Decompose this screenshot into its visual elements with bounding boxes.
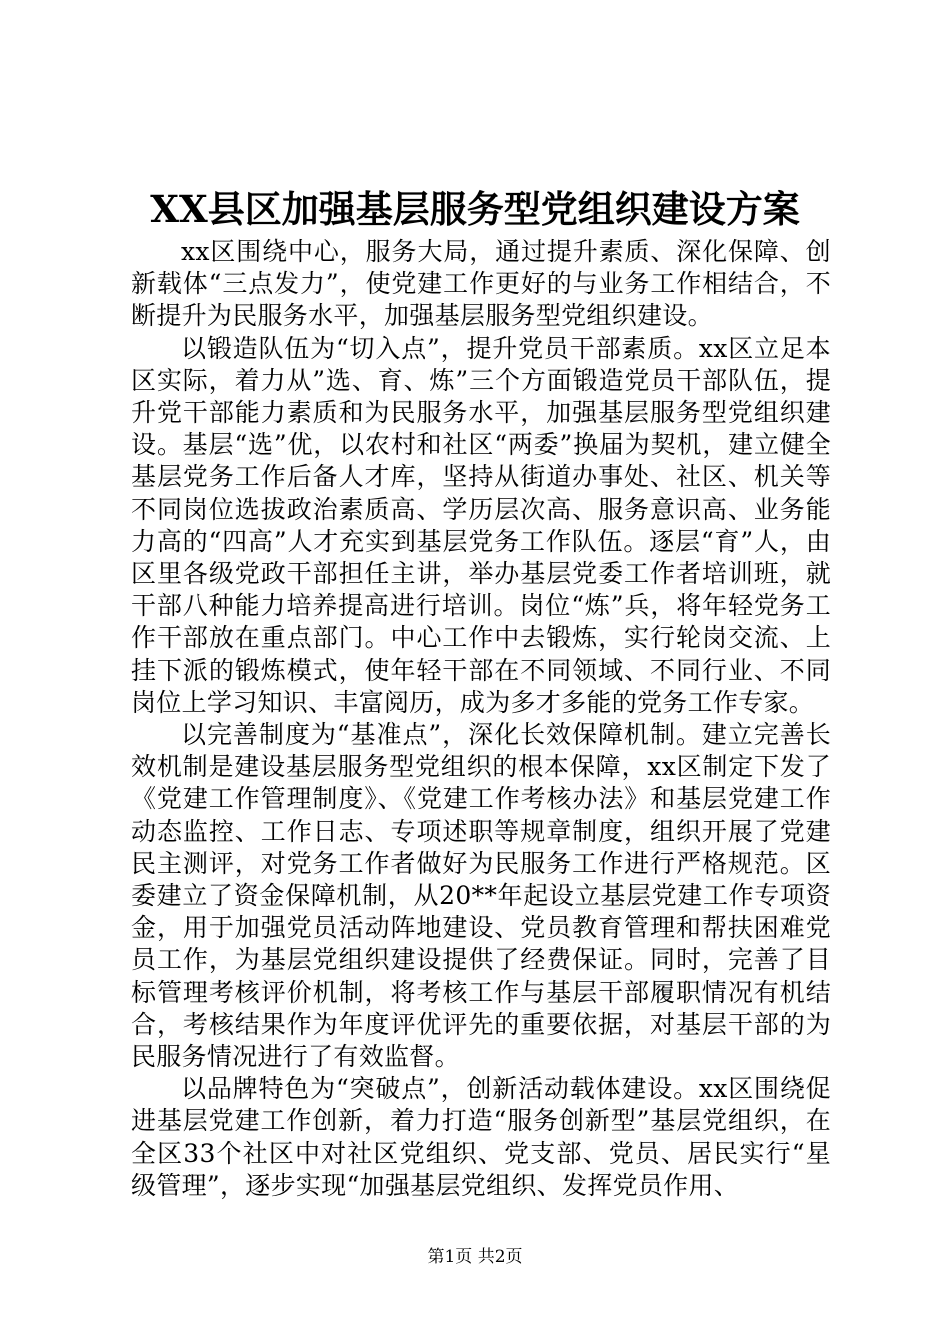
- paragraph-intro: xx区围绕中心，服务大局，通过提升素质、深化保障、创新载体“三点发力”，使党建工作更好的与业务工作相结合，不断提升为民服务水平，加强基层服务型党组织建设。: [131, 237, 831, 331]
- paragraph-team-building: 以锻造队伍为“切入点”，提升党员干部素质。xx区立足本区实际，着力从”选、育、炼”三个方面锻造党员干部队伍，提升党干部能力素质和为民服务水平，加强基层服务型党组织建设。基层“选”优，以农村和社区“两委”换届为契机，建立健全基层党务工作后备人才库，坚持从街道办事处、社区、机关等不同岗位选拔政治素质高、学历层次高、服务意识高、业务能力高的“四高”人才充实到基层党务工作队伍。逐层“育”人，由区里各级党政干部担任主讲，举办基层党委工作者培训班，就干部八种能力培养提高进行培训。岗位“炼”兵，将年轻党务工作干部放在重点部门。中心工作中去锻炼，实行轮岗交流、上挂下派的锻炼模式，使年轻干部在不同领域、不同行业、不同岗位上学习知识、丰富阅历，成为多才多能的党务工作专家。: [131, 333, 831, 717]
- paragraph-system-improvement: 以完善制度为“基准点”，深化长效保障机制。建立完善长效机制是建设基层服务型党组织的根本保障，xx区制定下发了《党建工作管理制度》、《党建工作考核办法》和基层党建工作动态监控、工作日志、专项述职等规章制度，组织开展了党建民主测评，对党务工作者做好为民服务工作进行严格规范。区委建立了资金保障机制，从20**年起设立基层党建工作专项资金，用于加强党员活动阵地建设、党员教育管理和帮扶困难党员工作，为基层党组织建设提供了经费保证。同时，完善了目标管理考核评价机制，将考核工作与基层干部履职情况有机结合，考核结果作为年度评优评先的重要依据，对基层干部的为民服务情况进行了有效监督。: [131, 720, 831, 1072]
- document-title: XX县区加强基层服务型党组织建设方案: [150, 187, 800, 231]
- page-footer: 第1页 共2页: [427, 1247, 523, 1267]
- paragraph-brand-features: 以品牌特色为“突破点”，创新活动载体建设。xx区围绕促进基层党建工作创新，着力打造“服务创新型”基层党组织，在全区33个社区中对社区党组织、党支部、党员、居民实行“星级管理”，逐步实现“加强基层党组织、发挥党员作用、: [131, 1074, 831, 1200]
- document-body: [131, 236, 831, 1202]
